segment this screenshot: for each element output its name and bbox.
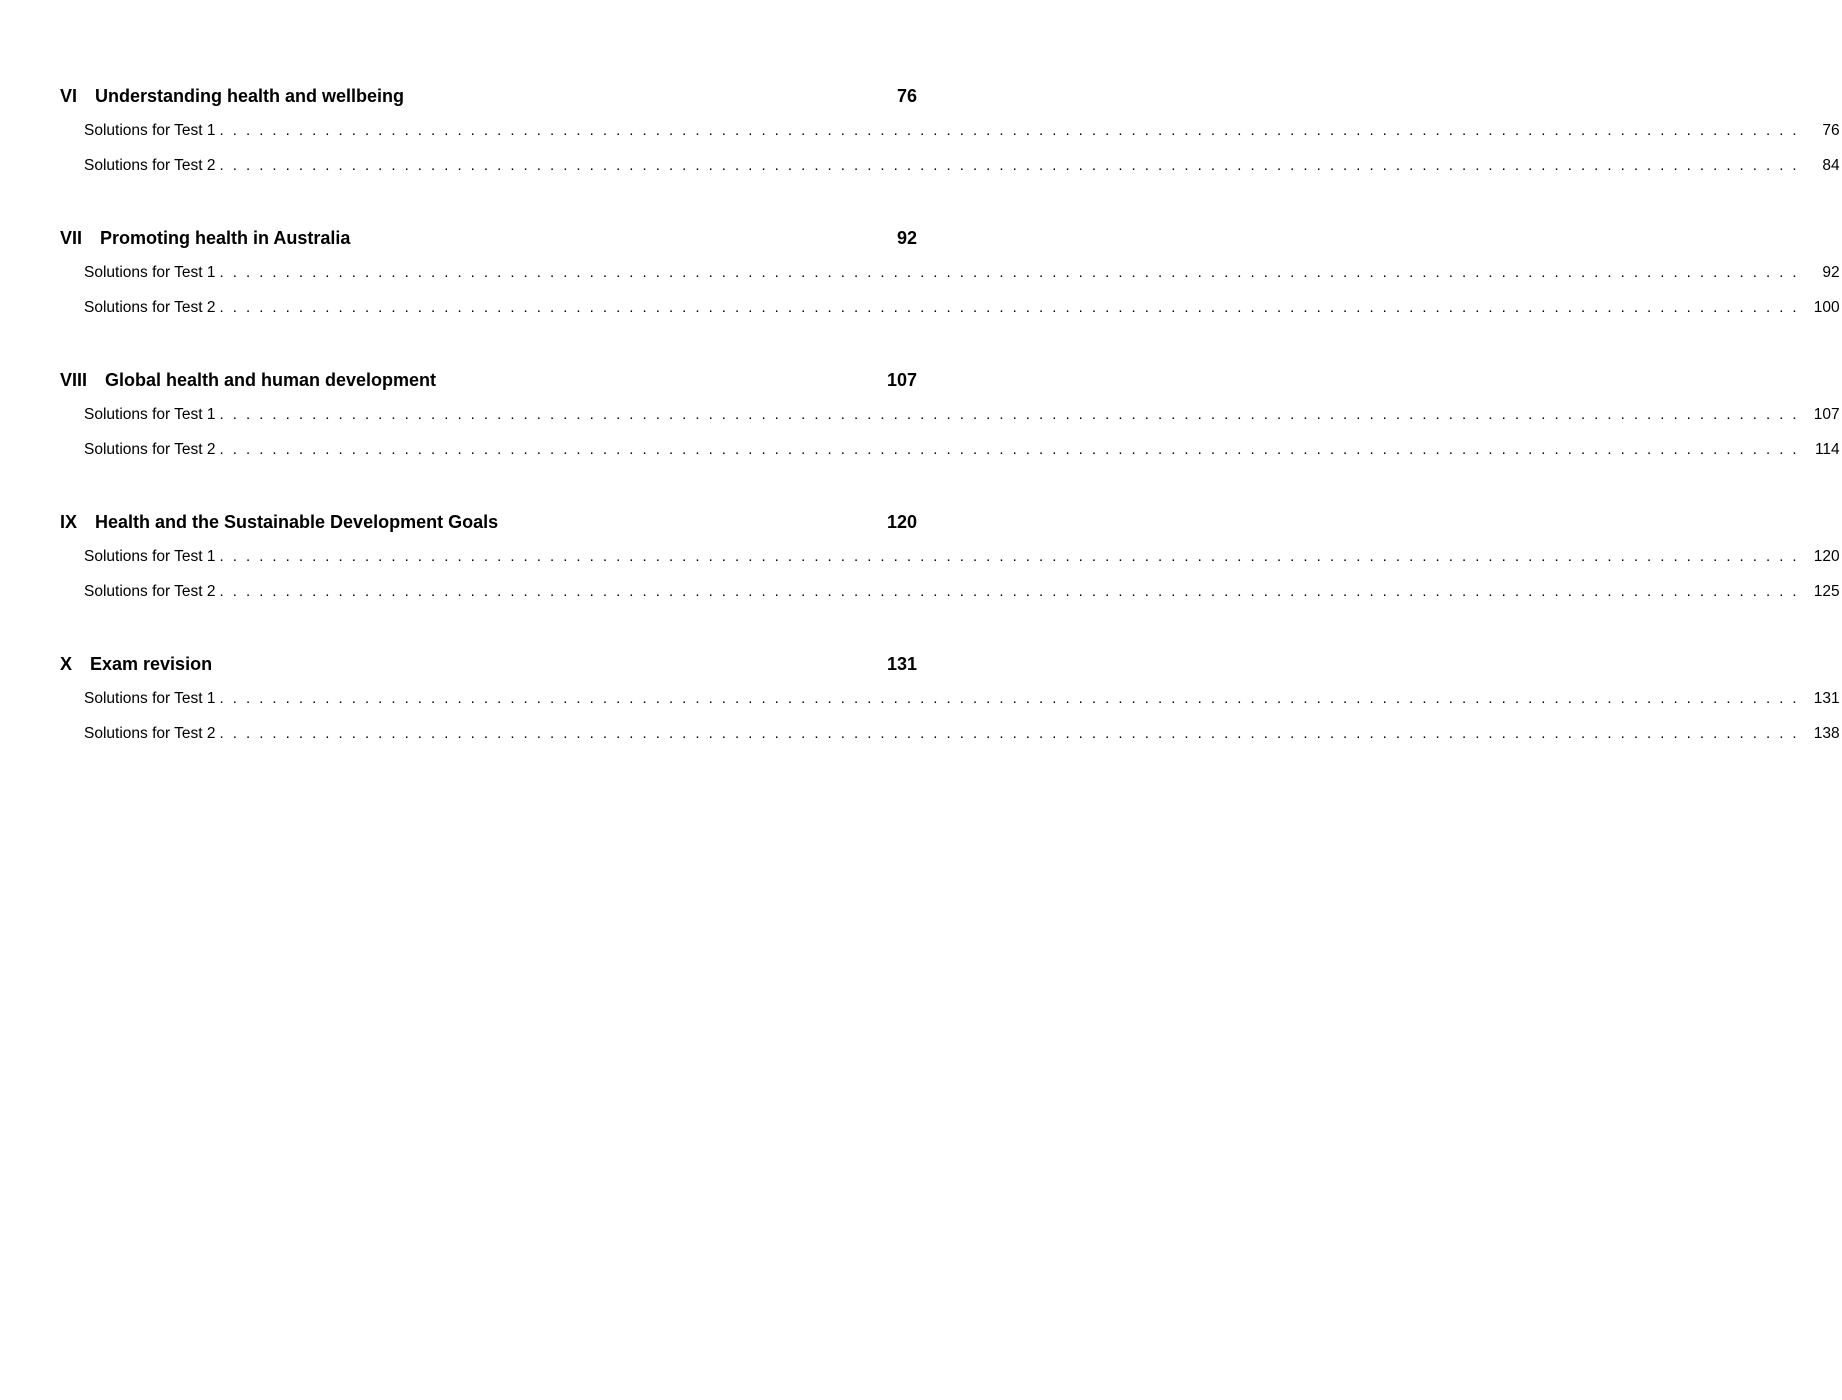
toc-entry[interactable] — [84, 547, 1840, 567]
entry-label: Solutions for Test 1 — [84, 406, 216, 423]
dot-leader: ........................................................................................................................ — [219, 122, 1806, 139]
entry-page-number: 120 — [1813, 548, 1840, 565]
toc-entry[interactable] — [84, 582, 1840, 602]
dot-leader: ........................................................................................................................ — [219, 157, 1806, 174]
entry-label: Solutions for Test 2 — [84, 725, 216, 742]
toc-entry[interactable] — [84, 263, 1840, 283]
toc-part — [60, 368, 1840, 458]
part-title: Health and the Sustainable Development Goals — [95, 512, 499, 532]
entry-page-number: 100 — [1813, 299, 1840, 316]
dot-leader: ........................................................................................................................ — [219, 299, 1806, 316]
toc-entry[interactable] — [84, 440, 1840, 460]
entry-page-number: 84 — [1822, 157, 1840, 174]
toc-entry[interactable] — [84, 298, 1840, 318]
part-page-number: 92 — [896, 228, 917, 248]
part-title: Understanding health and wellbeing — [95, 86, 405, 106]
dot-leader: ........................................................................................................................ — [219, 548, 1806, 565]
dot-leader: ........................................................................................................................ — [219, 725, 1806, 742]
part-title: Global health and human development — [105, 370, 437, 390]
entry-label: Solutions for Test 2 — [84, 299, 216, 316]
toc-part-heading[interactable] — [60, 510, 920, 534]
entry-page-number: 76 — [1822, 122, 1840, 139]
toc-entry[interactable] — [84, 724, 1840, 744]
dot-leader: ........................................................................................................................ — [219, 583, 1806, 600]
part-number: VII — [60, 228, 83, 248]
entry-label: Solutions for Test 1 — [84, 264, 216, 281]
part-title: Promoting health in Australia — [100, 228, 351, 248]
toc-part — [60, 652, 1840, 742]
dot-leader: ........................................................................................................................ — [219, 690, 1806, 707]
toc-part — [60, 510, 1840, 600]
toc-part — [60, 84, 1840, 174]
entry-label: Solutions for Test 2 — [84, 157, 216, 174]
part-page-number: 76 — [896, 86, 917, 106]
part-title: Exam revision — [90, 654, 213, 674]
part-page-number: 131 — [886, 654, 917, 674]
dot-leader: ........................................................................................................................ — [219, 264, 1806, 281]
toc-entry[interactable] — [84, 156, 1840, 176]
entry-label: Solutions for Test 1 — [84, 122, 216, 139]
part-number: IX — [60, 512, 78, 532]
entry-page-number: 138 — [1813, 725, 1840, 742]
entry-page-number: 131 — [1813, 690, 1840, 707]
part-number: X — [60, 654, 73, 674]
toc-part-heading[interactable] — [60, 368, 920, 392]
part-number: VIII — [60, 370, 88, 390]
entry-label: Solutions for Test 1 — [84, 690, 216, 707]
dot-leader: ........................................................................................................................ — [219, 441, 1806, 458]
part-page-number: 107 — [886, 370, 917, 390]
entry-label: Solutions for Test 1 — [84, 548, 216, 565]
toc-part-heading[interactable] — [60, 652, 920, 676]
toc-part-heading[interactable] — [60, 226, 920, 250]
toc-part — [60, 226, 1840, 316]
part-page-number: 120 — [886, 512, 917, 532]
toc-entry[interactable] — [84, 405, 1840, 425]
dot-leader: ........................................................................................................................ — [219, 406, 1806, 423]
entry-label: Solutions for Test 2 — [84, 583, 216, 600]
toc-entry[interactable] — [84, 121, 1840, 141]
entry-page-number: 114 — [1814, 441, 1840, 458]
entry-label: Solutions for Test 2 — [84, 441, 216, 458]
entry-page-number: 92 — [1822, 264, 1840, 281]
toc-part-heading[interactable] — [60, 84, 920, 108]
toc-entry[interactable] — [84, 689, 1840, 709]
entry-page-number: 107 — [1813, 406, 1840, 423]
part-number: VI — [60, 86, 78, 106]
entry-page-number: 125 — [1813, 583, 1840, 600]
